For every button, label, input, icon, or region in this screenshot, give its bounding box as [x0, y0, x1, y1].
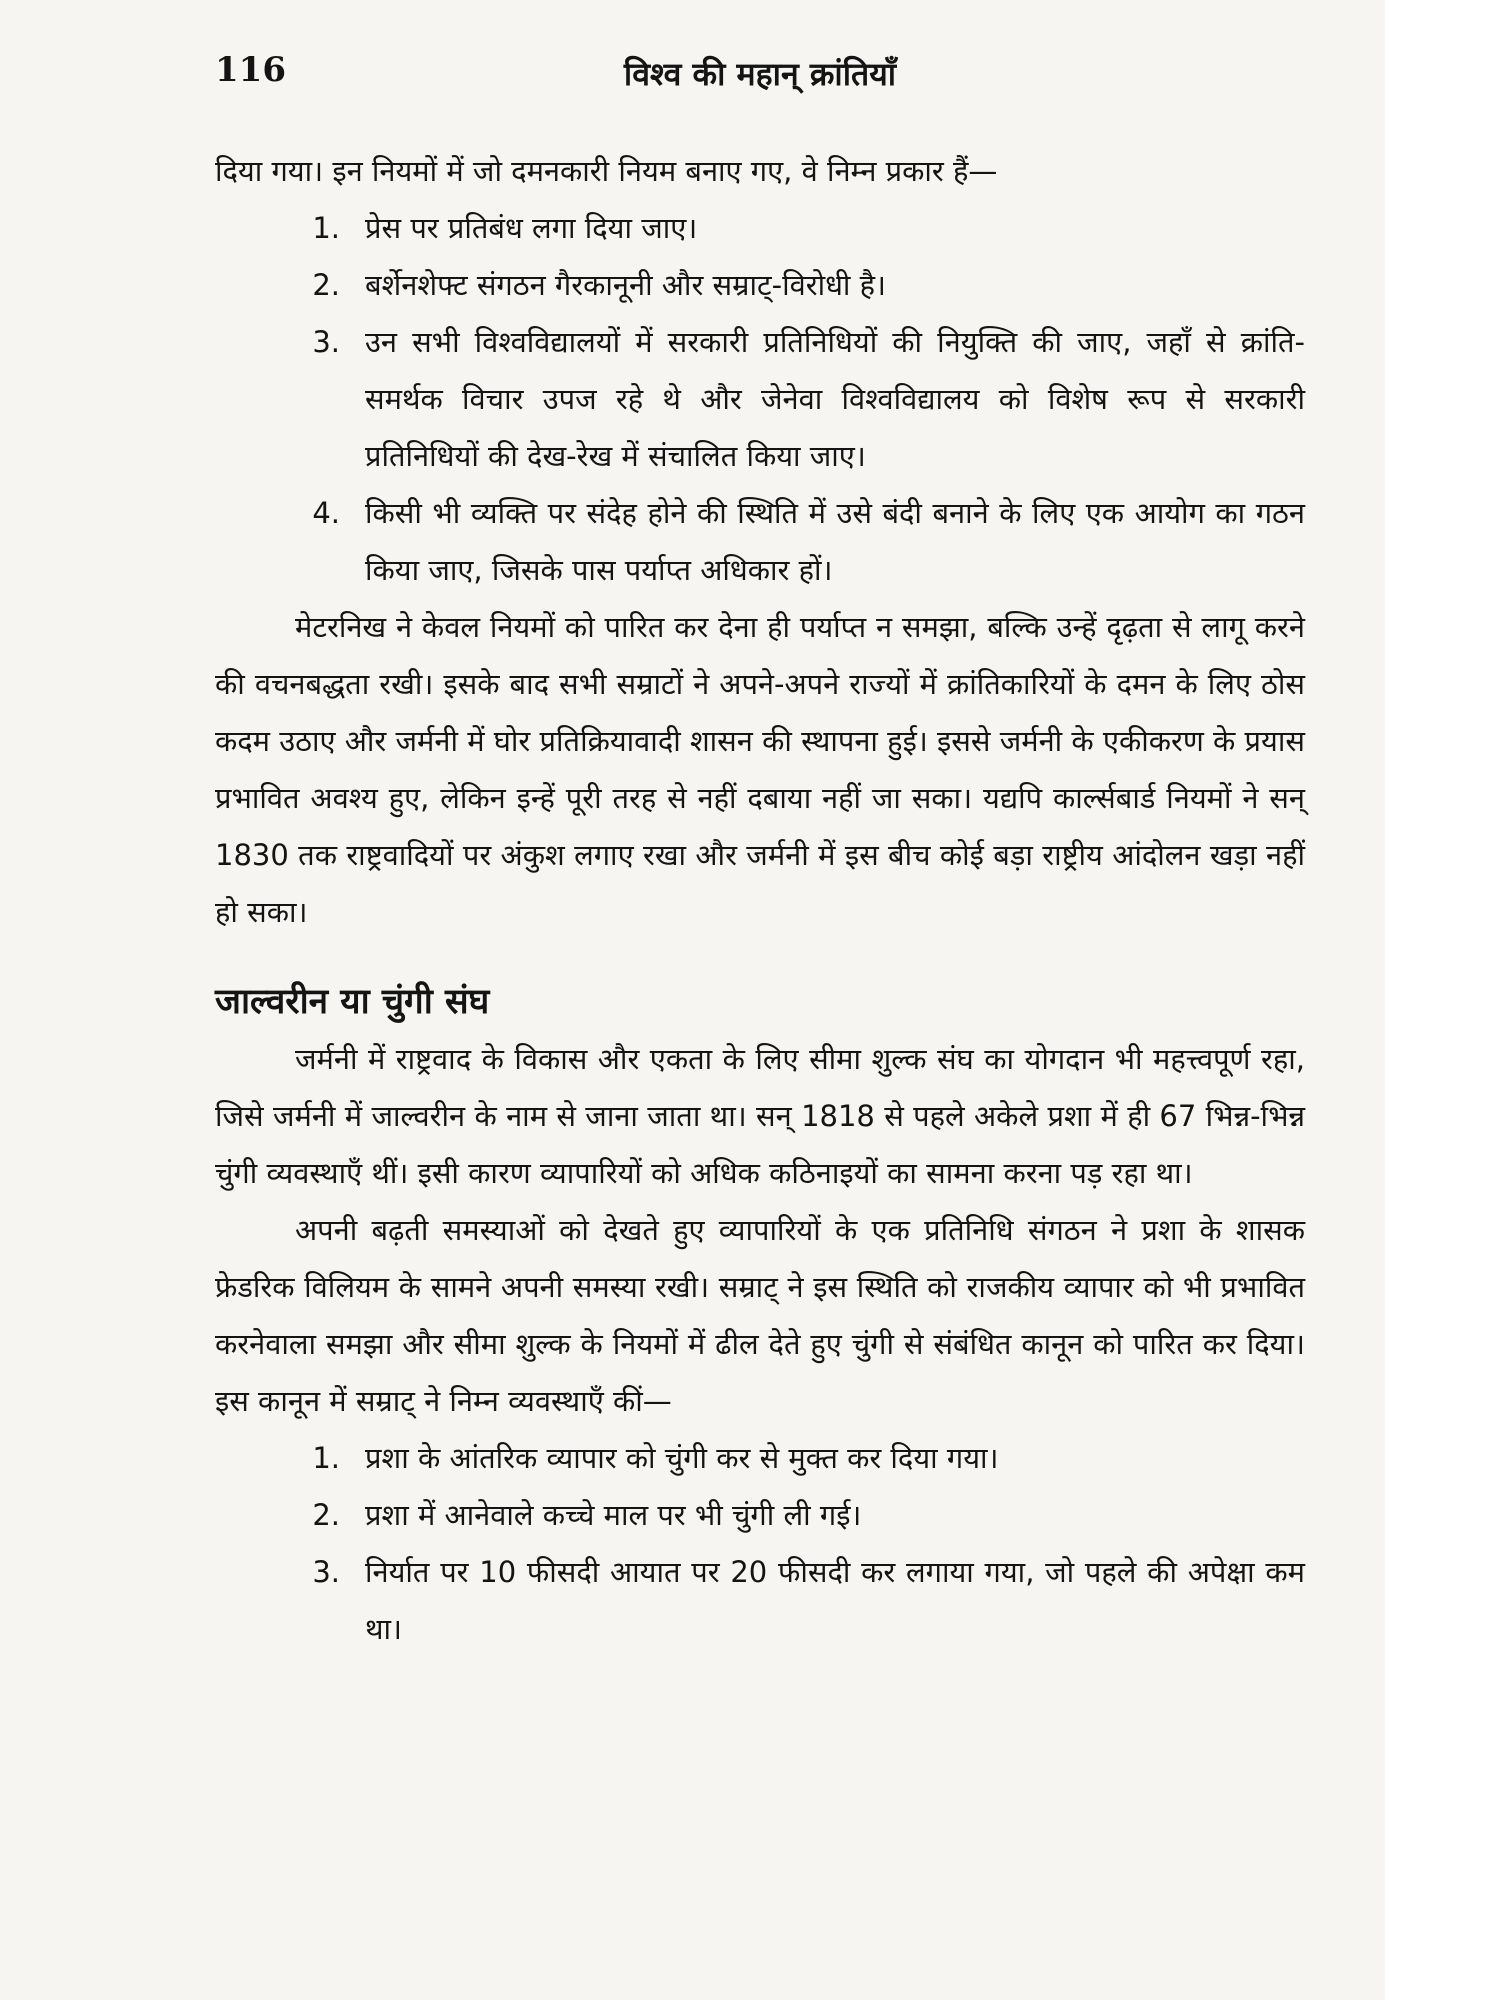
list-item-text: प्रेस पर प्रतिबंध लगा दिया जाए।: [365, 211, 698, 245]
list-item-number: 2.: [312, 268, 340, 302]
page-number: 116: [215, 50, 286, 90]
list-item: [215, 1487, 1305, 1544]
list-item: [215, 257, 1305, 314]
repressive-rules-list: [215, 200, 1305, 599]
list-item-number: 4.: [312, 496, 340, 530]
opening-paragraph: दिया गया। इन नियमों में जो दमनकारी नियम बनाए गए, वे निम्न प्रकार हैं—: [215, 154, 998, 188]
page-header: [215, 50, 1305, 110]
customs-provisions-list: [215, 1430, 1305, 1658]
zollverein-paragraph-1: जर्मनी में राष्ट्रवाद के विकास और एकता के लिए सीमा शुल्क संघ का योगदान भी महत्त्वपूर्ण रहा, जिसे जर्मनी में जाल्वरीन के नाम से जाना जाता था। सन् 1818 से पहले अकेले प्रशा में ही 67 भिन्न-भिन्न चुंगी व्यवस्थाएँ थीं। इसी कारण व्यापारियों को अधिक कठिनाइयों का सामना करना पड़ रहा था।: [215, 1042, 1305, 1190]
list-item-text: निर्यात पर 10 फीसदी आयात पर 20 फीसदी कर लगाया गया, जो पहले की अपेक्षा कम था।: [365, 1555, 1305, 1646]
list-item: [215, 1544, 1305, 1658]
list-item: [215, 314, 1305, 485]
page-content: [215, 143, 1305, 1658]
list-item: [215, 1430, 1305, 1487]
list-item-number: 3.: [312, 1555, 340, 1589]
list-item-number: 1.: [312, 211, 340, 245]
list-item-text: प्रशा में आनेवाले कच्चे माल पर भी चुंगी ली गई।: [365, 1498, 862, 1532]
page-margin: [1385, 0, 1500, 2000]
zollverein-paragraph-2: अपनी बढ़ती समस्याओं को देखते हुए व्यापारियों के एक प्रतिनिधि संगठन ने प्रशा के शासक फ्रेडरिक विलियम के सामने अपनी समस्या रखी। सम्राट् ने इस स्थिति को राजकीय व्यापार को भी प्रभावित करनेवाला समझा और सीमा शुल्क के नियमों में ढील देते हुए चुंगी से संबंधित कानून को पारित कर दिया। इस कानून में सम्राट् ने निम्न व्यवस्थाएँ कीं—: [215, 1213, 1305, 1418]
list-item-number: 2.: [312, 1498, 340, 1532]
list-item-number: 1.: [312, 1441, 340, 1475]
metternich-paragraph: मेटरनिख ने केवल नियमों को पारित कर देना ही पर्याप्त न समझा, बल्कि उन्हें दृढ़ता से लागू करने की वचनबद्धता रखी। इसके बाद सभी सम्राटों ने अपने-अपने राज्यों में क्रांतिकारियों के दमन के लिए ठोस कदम उठाए और जर्मनी में घोर प्रतिक्रियावादी शासन की स्थापना हुई। इससे जर्मनी के एकीकरण के प्रयास प्रभावित अवश्य हुए, लेकिन इन्हें पूरी तरह से नहीं दबाया नहीं जा सका। यद्यपि कार्ल्सबार्ड नियमों ने सन् 1830 तक राष्ट्रवादियों पर अंकुश लगाए रखा और जर्मनी में इस बीच कोई बड़ा राष्ट्रीय आंदोलन खड़ा नहीं हो सका।: [215, 610, 1305, 929]
list-item-text: बर्शेनशेफ्ट संगठन गैरकानूनी और सम्राट्-विरोधी है।: [365, 268, 887, 302]
list-item: [215, 485, 1305, 599]
section-heading: जाल्वरीन या चुंगी संघ: [215, 982, 490, 1022]
list-item-text: उन सभी विश्वविद्यालयों में सरकारी प्रतिनिधियों की नियुक्ति की जाए, जहाँ से क्रांति-समर्थक विचार उपज रहे थे और जेनेवा विश्वविद्यालय को विशेष रूप से सरकारी प्रतिनिधियों की देख-रेख में संचालित किया जाए।: [365, 325, 1305, 473]
list-item-number: 3.: [312, 325, 340, 359]
running-title: विश्व की महान् क्रांतियाँ: [623, 55, 897, 93]
list-item-text: प्रशा के आंतरिक व्यापार को चुंगी कर से मुक्त कर दिया गया।: [365, 1441, 999, 1475]
list-item: [215, 200, 1305, 257]
list-item-text: किसी भी व्यक्ति पर संदेह होने की स्थिति में उसे बंदी बनाने के लिए एक आयोग का गठन किया जाए, जिसके पास पर्याप्त अधिकार हों।: [365, 496, 1305, 587]
